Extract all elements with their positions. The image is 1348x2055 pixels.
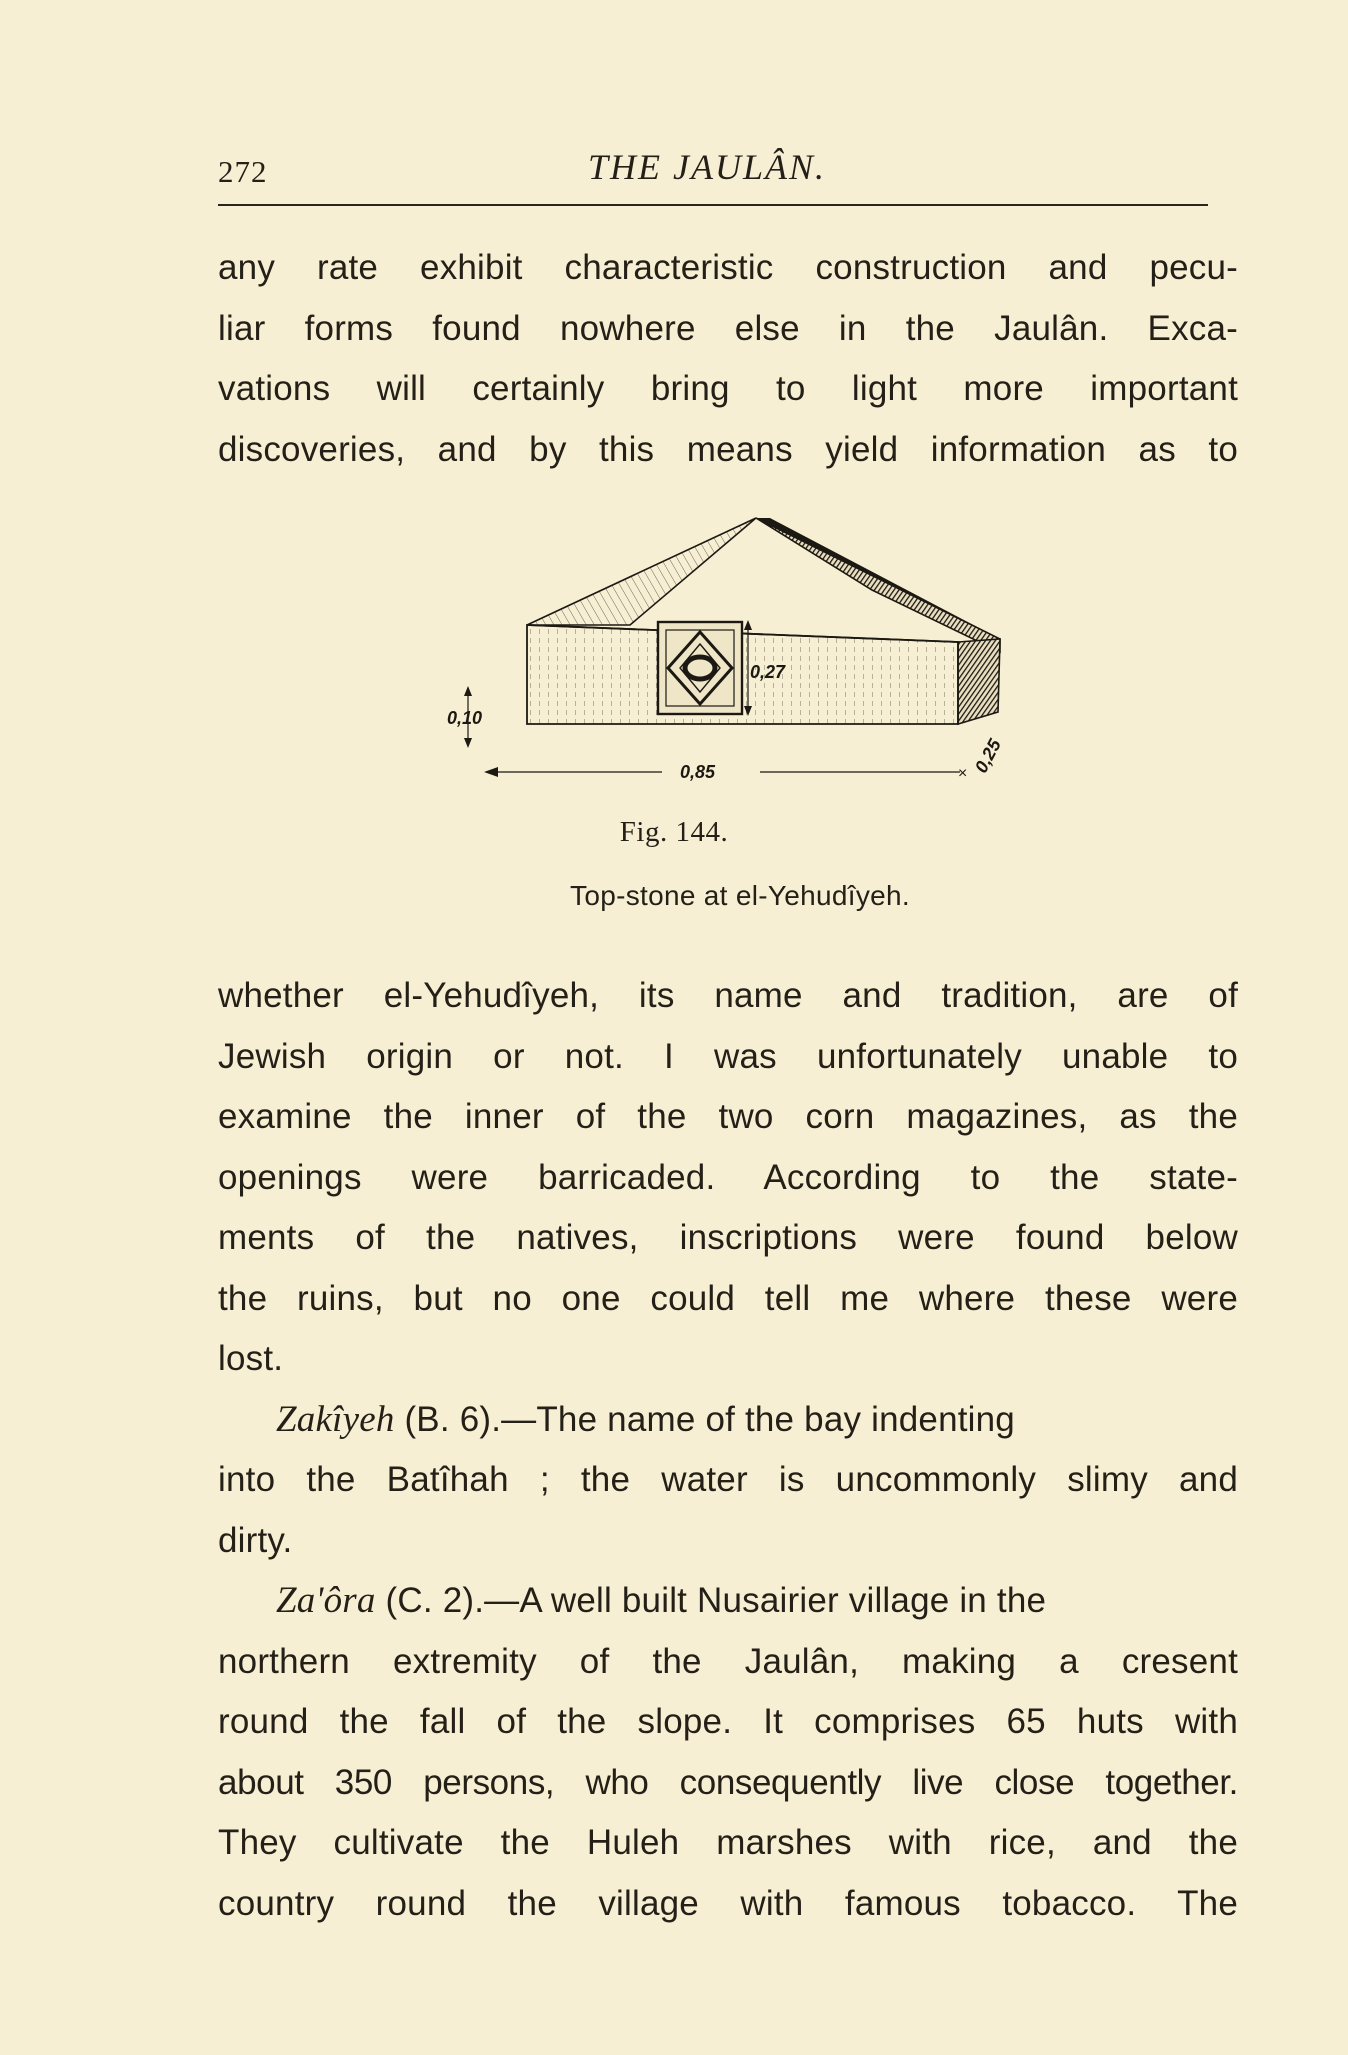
text-line: whether el-Yehudîyeh, its name and tradition, are of: [218, 976, 1238, 1015]
place-name-zakiyeh: Zakîyeh: [276, 1398, 395, 1440]
text-line: discoveries, and by this means yield information as to: [218, 429, 1238, 469]
text-line: Jewish origin or not. I was unfortunately unable to: [218, 1036, 1238, 1076]
text-line: vations will certainly bring to light more important: [218, 369, 1238, 408]
text-line: about 350 persons, who consequently live close together.: [218, 1762, 1238, 1802]
text-line: the ruins, but no one could tell me where these were: [218, 1278, 1238, 1318]
text-line: examine the inner of the two corn magazines, as the: [218, 1097, 1238, 1136]
page-header: [218, 146, 1208, 196]
text-line: They cultivate the Huleh marshes with rice, and the: [218, 1823, 1238, 1862]
dimension-depth: 0,25: [970, 735, 1005, 777]
dimension-length: 0,85: [680, 762, 716, 782]
header-rule: [218, 204, 1208, 206]
paragraph-bottom: [218, 966, 1238, 1934]
running-title: THE JAULÂN.: [588, 147, 826, 187]
entry-zakiyeh: [218, 1390, 1238, 1451]
stone-end-face: [958, 639, 1000, 724]
text-line: openings were barricaded. According to the state-: [218, 1157, 1238, 1197]
figure-topstone: [440, 512, 1020, 792]
stone-left-slope: [527, 518, 756, 625]
text-line: liar forms found nowhere else in the Jaulân. Exca-: [218, 308, 1238, 348]
page-number: 272: [218, 154, 268, 189]
entry-zaora: [218, 1571, 1238, 1632]
text-line: ments of the natives, inscriptions were found below: [218, 1218, 1238, 1257]
dimension-height: 0,10: [447, 708, 483, 728]
dimension-inner: 0,27: [750, 662, 786, 682]
topstone-illustration: [440, 512, 1020, 792]
text-line: country round the village with famous tobacco. The: [218, 1883, 1238, 1923]
text-line: dirty.: [218, 1520, 293, 1560]
text-line: northern extremity of the Jaulân, making a cresent: [218, 1641, 1238, 1681]
text-line: round the fall of the slope. It comprises 65 huts with: [218, 1702, 1238, 1741]
place-name-zaora: Za'ôra: [276, 1580, 376, 1621]
text-line: into the Batîhah ; the water is uncommonly slimy and: [218, 1460, 1238, 1499]
text-line: any rate exhibit characteristic construction and pecu-: [218, 248, 1238, 287]
figure-caption: Top-stone at el-Yehudîyeh.: [570, 880, 910, 911]
entry-zaora-text: (C. 2).—A well built Nusairier village in the: [375, 1581, 1047, 1620]
figure-label: Fig. 144.: [619, 816, 729, 848]
text-line: lost.: [218, 1339, 284, 1378]
svg-text:×: ×: [958, 765, 968, 782]
entry-zakiyeh-text: (B. 6).—The name of the bay indenting: [394, 1399, 1015, 1439]
paragraph-top: [218, 238, 1238, 480]
stone-right-slope: [756, 518, 1000, 652]
